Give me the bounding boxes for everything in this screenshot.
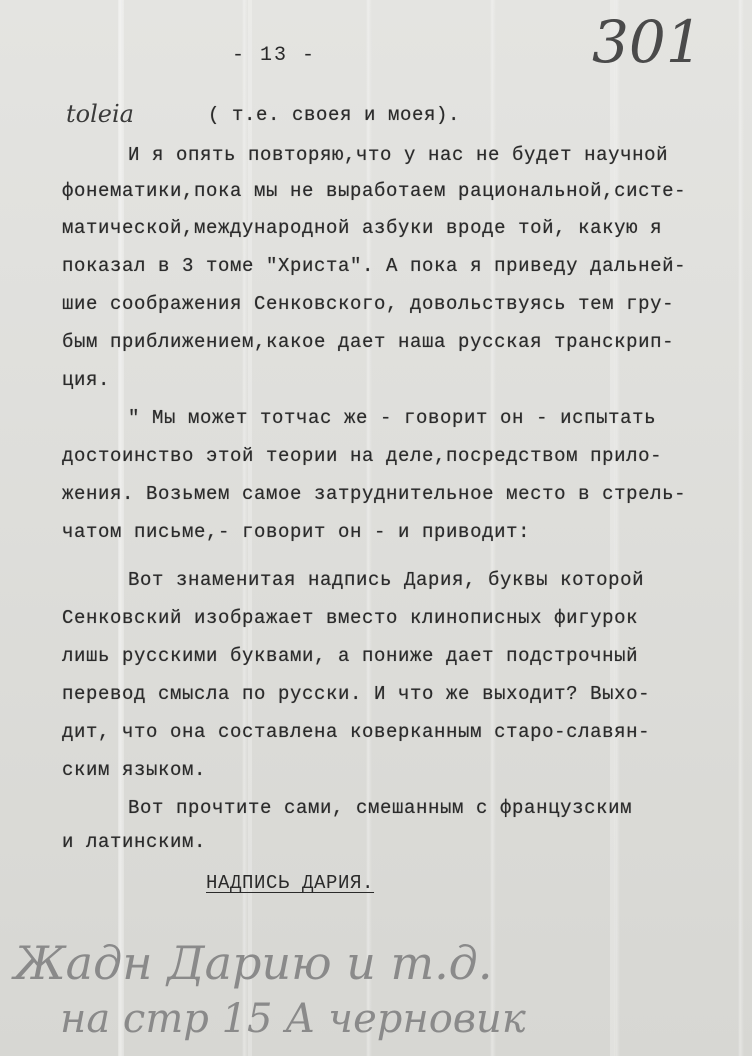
text-line: бым приближением,какое дает наша русская транскрип-	[62, 331, 675, 353]
text-line: матической,международной азбуки вроде той, какую я	[62, 217, 663, 239]
text-line: чатом письме,- говорит он - и приводит:	[62, 521, 531, 543]
text-line: ( т.е. своея и моея).	[208, 104, 461, 126]
text-line: шие соображения Сенковского, довольствуясь тем гру-	[62, 293, 675, 315]
text-line: дит, что она составлена коверканным старо-славян-	[62, 721, 651, 743]
text-line: лишь русскими буквами, а пониже дает подстрочный	[62, 645, 639, 667]
handwritten-note-line: на стр 15 А черновик	[60, 996, 526, 1042]
text-line: фонематики,пока мы не выработаем рациональной,систе-	[62, 180, 687, 202]
page-number: - 13 -	[232, 44, 317, 67]
handwritten-note-line: Жадн Дарию и т.д.	[14, 936, 493, 990]
archive-number: 301	[592, 8, 703, 76]
text-line: ция.	[62, 369, 111, 391]
text-line: и латинским.	[62, 831, 207, 853]
text-line: перевод смысла по русски. И что же выходит? Выхо-	[62, 683, 651, 705]
section-heading: НАДПИСЬ ДАРИЯ.	[206, 872, 375, 894]
text-line: показал в 3 томе "Христа". А пока я приведу дальней-	[62, 255, 687, 277]
margin-word: toleia	[66, 100, 134, 128]
text-line: " Мы может тотчас же - говорит он - испытать	[128, 407, 657, 429]
text-line: И я опять повторяю,что у нас не будет научной	[128, 144, 669, 166]
text-line: Вот знаменитая надпись Дария, буквы которой	[128, 569, 645, 591]
text-line: достоинство этой теории на деле,посредством прило-	[62, 445, 663, 467]
text-line: жения. Возьмем самое затруднительное место в стрель-	[62, 483, 687, 505]
text-line: ским языком.	[62, 759, 207, 781]
text-line: Вот прочтите сами, смешанным с французским	[128, 797, 633, 819]
text-line: Сенковский изображает вместо клинописных фигурок	[62, 607, 639, 629]
